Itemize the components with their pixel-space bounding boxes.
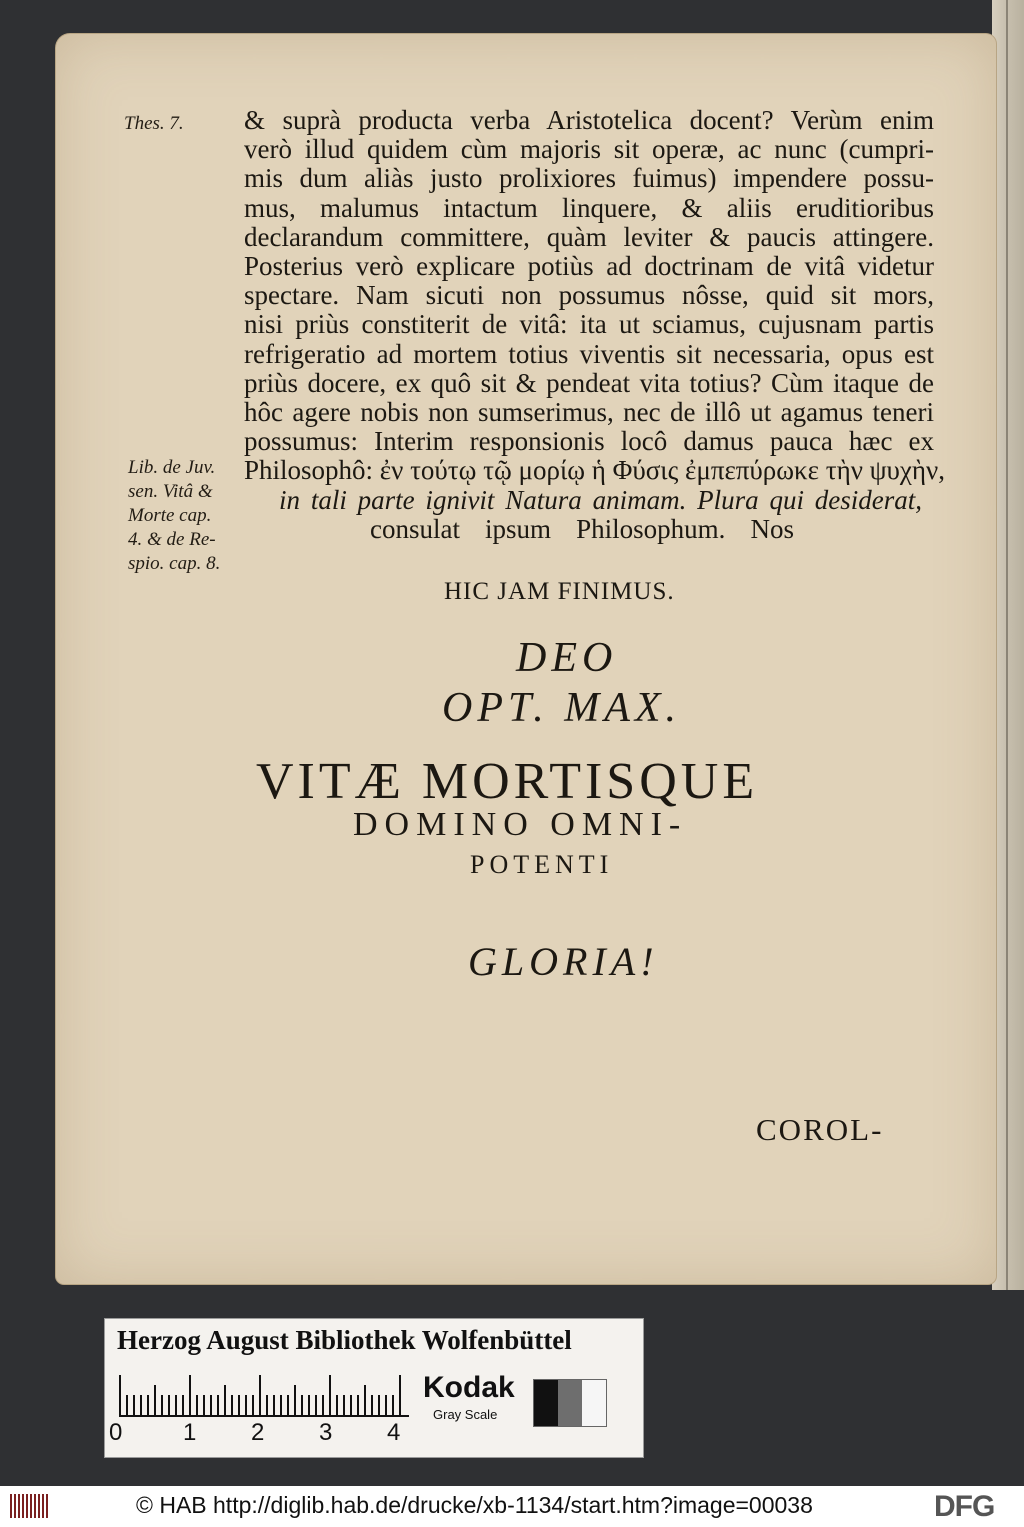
margin-note-line: sen. Vitâ & — [128, 481, 213, 502]
margin-note-line: spio. cap. 8. — [128, 553, 221, 574]
catchword: COROL- — [756, 1112, 884, 1147]
adjacent-page-edge — [992, 0, 1024, 1290]
dedication-domino: DOMINO OMNI- — [353, 806, 688, 843]
book-spine — [1006, 0, 1008, 1290]
color-scale-card — [104, 1318, 644, 1458]
ruler-tick — [217, 1395, 219, 1415]
ruler-tick — [210, 1395, 212, 1415]
ruler-tick — [196, 1395, 198, 1415]
ruler-tick — [385, 1395, 387, 1415]
ruler-tick — [364, 1385, 366, 1415]
ruler-tick — [294, 1385, 296, 1415]
ruler-tick — [301, 1395, 303, 1415]
dedication-deo: DEO — [516, 635, 618, 681]
margin-note-line: Morte cap. — [128, 505, 212, 526]
text-line: hôc agere nobis non sumserimus, nec de illô ut agamus teneri — [244, 397, 934, 428]
ruler-tick — [259, 1375, 261, 1415]
ruler-number: 0 — [109, 1419, 123, 1446]
ruler-tick — [238, 1395, 240, 1415]
ruler-tick — [126, 1395, 128, 1415]
ruler-tick — [280, 1395, 282, 1415]
ruler-tick — [287, 1395, 289, 1415]
text-line: spectare. Nam sicuti non possumus nôsse, quid sit mors, — [244, 280, 934, 311]
ruler-tick — [392, 1395, 394, 1415]
ruler-tick — [273, 1395, 275, 1415]
gray-swatch — [558, 1380, 582, 1426]
margin-note-source — [128, 456, 220, 576]
ruler-tick — [161, 1395, 163, 1415]
text-line: priùs docere, ex quô sit & pendeat vita totius? Cùm itaque de — [244, 367, 934, 398]
dedication-potenti: POTENTI — [470, 850, 614, 879]
gray-swatches — [533, 1379, 607, 1427]
kodak-logo: Kodak — [423, 1371, 515, 1404]
text-line: verò illud quidem cùm majoris sit operæ, ac nunc (cumpri- — [244, 134, 934, 165]
ruler — [119, 1373, 409, 1417]
text-line: declarandum committere, quàm leviter & paucis attingere. — [244, 221, 934, 252]
dedication-gloria: GLORIA! — [468, 939, 659, 984]
ruler-tick — [315, 1395, 317, 1415]
dedication-vitae: VITÆ MORTISQUE — [256, 753, 759, 810]
ruler-tick — [154, 1385, 156, 1415]
ruler-tick — [175, 1395, 177, 1415]
source-url[interactable]: © HAB http://diglib.hab.de/drucke/xb-1134/start.htm?image=00038 — [136, 1492, 813, 1518]
ruler-number: 3 — [319, 1419, 333, 1446]
text-line: nisi priùs constiterit de vitâ: ita ut sciamus, cujusnam partis — [244, 309, 934, 340]
body-text — [244, 105, 945, 544]
ruler-tick — [371, 1395, 373, 1415]
document-page — [56, 34, 996, 1284]
text-line-translation: in tali parte ignivit Natura animam. Plura qui desiderat, — [279, 484, 922, 515]
ruler-number: 4 — [387, 1419, 401, 1446]
ruler-tick — [322, 1395, 324, 1415]
ruler-tick — [224, 1385, 226, 1415]
ruler-tick — [308, 1395, 310, 1415]
text-line: possumus: Interim responsionis locô damus pauca hæc ex — [244, 426, 934, 457]
text-line-last: consulat ipsum Philosophum. Nos — [370, 513, 794, 544]
ruler-tick — [189, 1375, 191, 1415]
text-line: mis dum aliàs justo prolixiores fuimus) impendere possu- — [244, 163, 934, 194]
ruler-tick — [245, 1395, 247, 1415]
hab-barcode-icon — [10, 1494, 50, 1518]
ruler-tick — [343, 1395, 345, 1415]
ruler-number: 1 — [183, 1419, 197, 1446]
ruler-tick — [329, 1375, 331, 1415]
closing-phrase: HIC JAM FINIMUS. — [444, 578, 675, 605]
margin-note-line: 4. & de Re- — [128, 529, 216, 550]
ruler-tick — [140, 1395, 142, 1415]
ruler-tick — [357, 1395, 359, 1415]
gray-scale-label: Gray Scale — [433, 1407, 498, 1422]
dedication-opt-max: OPT. MAX. — [442, 685, 682, 731]
text-line: refrigeratio ad mortem totius viventis sit necessaria, opus est — [244, 338, 934, 369]
ruler-tick — [182, 1395, 184, 1415]
text-line-greek: Philosophô: ἐν τούτῳ τῷ μορίῳ ἡ Φύσις ἐμπεπύρωκε τὴν ψυχὴν, — [244, 455, 945, 486]
ruler-tick — [350, 1395, 352, 1415]
text-line: & suprà producta verba Aristotelica docent? Verùm enim — [244, 105, 934, 135]
ruler-tick — [266, 1395, 268, 1415]
ruler-baseline — [119, 1415, 409, 1417]
ruler-number: 2 — [251, 1419, 265, 1446]
gray-swatch — [582, 1380, 606, 1426]
dfg-logo: DFG — [934, 1490, 995, 1523]
ruler-tick — [252, 1395, 254, 1415]
ruler-tick — [399, 1375, 401, 1415]
ruler-tick — [119, 1375, 121, 1415]
ruler-tick — [168, 1395, 170, 1415]
margin-note-line: Lib. de Juv. — [128, 457, 216, 478]
ruler-tick — [336, 1395, 338, 1415]
ruler-tick — [147, 1395, 149, 1415]
ruler-numbers — [105, 1419, 505, 1449]
margin-note-thesis: Thes. 7. — [124, 113, 184, 134]
ruler-tick — [133, 1395, 135, 1415]
text-line: mus, malumus intactum linquere, & aliis eruditioribus — [244, 192, 934, 223]
library-name: Herzog August Bibliothek Wolfenbüttel — [117, 1325, 572, 1355]
ruler-tick — [231, 1395, 233, 1415]
ruler-tick — [203, 1395, 205, 1415]
gray-swatch — [534, 1380, 558, 1426]
text-line: Posterius verò explicare potiùs ad doctrinam de vitâ videtur — [244, 251, 934, 282]
footer-bar — [0, 1486, 1024, 1527]
ruler-tick — [378, 1395, 380, 1415]
